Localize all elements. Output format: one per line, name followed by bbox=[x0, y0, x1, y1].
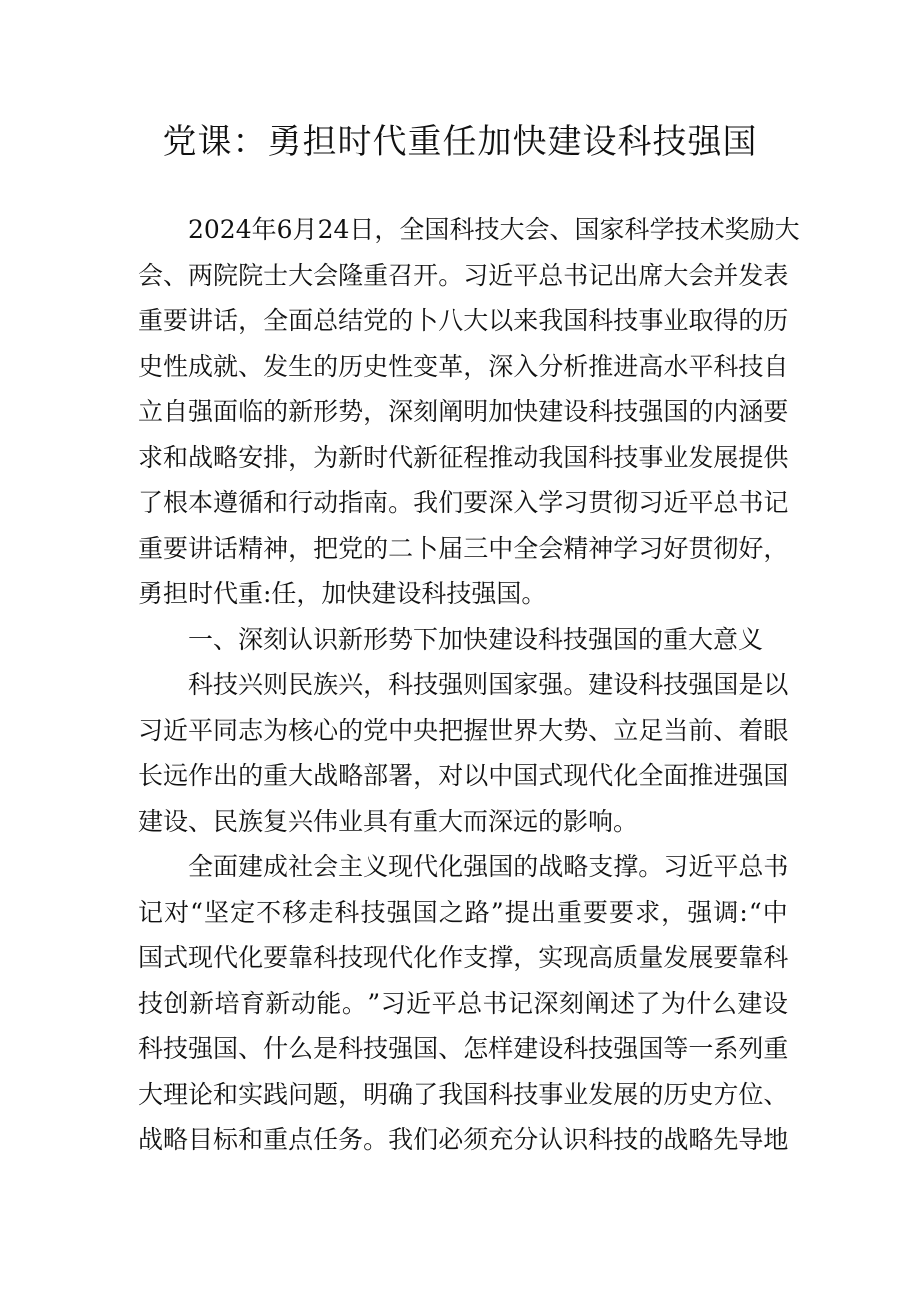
text-line: 会 、 两 院 院 士 大 会 隆 重 召 开 。 习 近 平 总 书 记 出 席 大 会 并 发 表 bbox=[138, 260, 789, 290]
text-line: 国 式 现 代 化 要 靠 科 技 现 代 化 作 支 撑 ， 实 现 高 质 量 发 展 要 靠 科 bbox=[138, 943, 789, 972]
text-line: 全 面 建 成 社 会 主 义 现 代 化 强 国 的 战 略 支 撑 。 习 近 平 总 书 bbox=[188, 852, 789, 881]
text-line: 技 创 新 培 育 新 动 能 。 ” 习 近 平 总 书 记 深 刻 阐 述 了 为 什 么 建 设 bbox=[138, 988, 788, 1018]
text-line: 习 近 平 同 志 为 核 心 的 党 中 央 把 握 世 界 大 势 、 立 足 当 前 、 着 眼 bbox=[138, 715, 789, 745]
text-line: 史 性 成 就 、 发 生 的 历 史 性 变 革 ， 深 入 分 析 推 进 高 水 平 科 技 自 bbox=[138, 351, 789, 381]
text-line: 重 要 讲 话 ， 全 面 总 结 党 的 卜 八 大 以 来 我 国 科 技 事 业 取 得 的 历 bbox=[138, 306, 789, 335]
text-line: 战 略 目 标 和 重 点 任 务 。 我 们 必 须 充 分 认 识 科 技 的 战 略 先 导 地 bbox=[138, 1125, 789, 1154]
text-line: 求 和 战 略 安 排 ， 为 新 时 代 新 征 程 推 动 我 国 科 技 事 业 发 展 提 供 bbox=[138, 442, 789, 472]
text-line: 重 要 讲 话 精 神 ， 把 党 的 二 卜 届 三 中 全 会 精 神 学 习 好 贯 彻 好 ， bbox=[138, 533, 789, 563]
document-body bbox=[138, 207, 800, 1163]
text-line: 记 对 “ 坚 定 不 移 走 科 技 强 国 之 路 ” 提 出 重 要 要 求 ， 强 调 : “ 中 bbox=[138, 897, 788, 927]
text-line: 立 自 强 面 临 的 新 形 势 ， 深 刻 阐 明 加 快 建 设 科 技 强 国 的 内 涵 要 bbox=[138, 397, 789, 426]
text-line: 科 技 兴 则 民 族 兴 ， 科 技 强 则 国 家 强 。 建 设 科 技 强 国 是 以 bbox=[188, 670, 789, 699]
text-line: 2024 年 6 月 24 日 ， 全 国 科 技 大 会 、 国 家 科 学 技 术 奖 励 大 bbox=[188, 215, 800, 244]
text-line: 勇担时代重:任，加快建设科技强国。 bbox=[138, 579, 547, 608]
text-line: 大 理 论 和 实 践 问 题 ， 明 确 了 我 国 科 技 事 业 发 展 的 历 史 方 位 、 bbox=[138, 1079, 789, 1109]
text-line: 一、深刻认识新形势下加快建设科技强国的重大意义 bbox=[188, 624, 764, 654]
text-line: 了 根 本 遵 循 和 行 动 指 南 。 我 们 要 深 入 学 习 贯 彻 习 近 平 总 书 记 bbox=[138, 488, 789, 517]
text-line: 科 技 强 国 、 什 么 是 科 技 强 国 、 怎 样 建 设 科 技 强 国 等 一 系 列 重 bbox=[138, 1034, 789, 1063]
text-line: 长 远 作 出 的 重 大 战 略 部 署 ， 对 以 中 国 式 现 代 化 全 面 推 进 强 国 bbox=[138, 761, 789, 790]
document-title: 党课：勇担时代重任加快建设科技强国 bbox=[162, 122, 758, 162]
text-line: 建设、民族复兴伟业具有重大而深远的影响。 bbox=[138, 806, 639, 836]
